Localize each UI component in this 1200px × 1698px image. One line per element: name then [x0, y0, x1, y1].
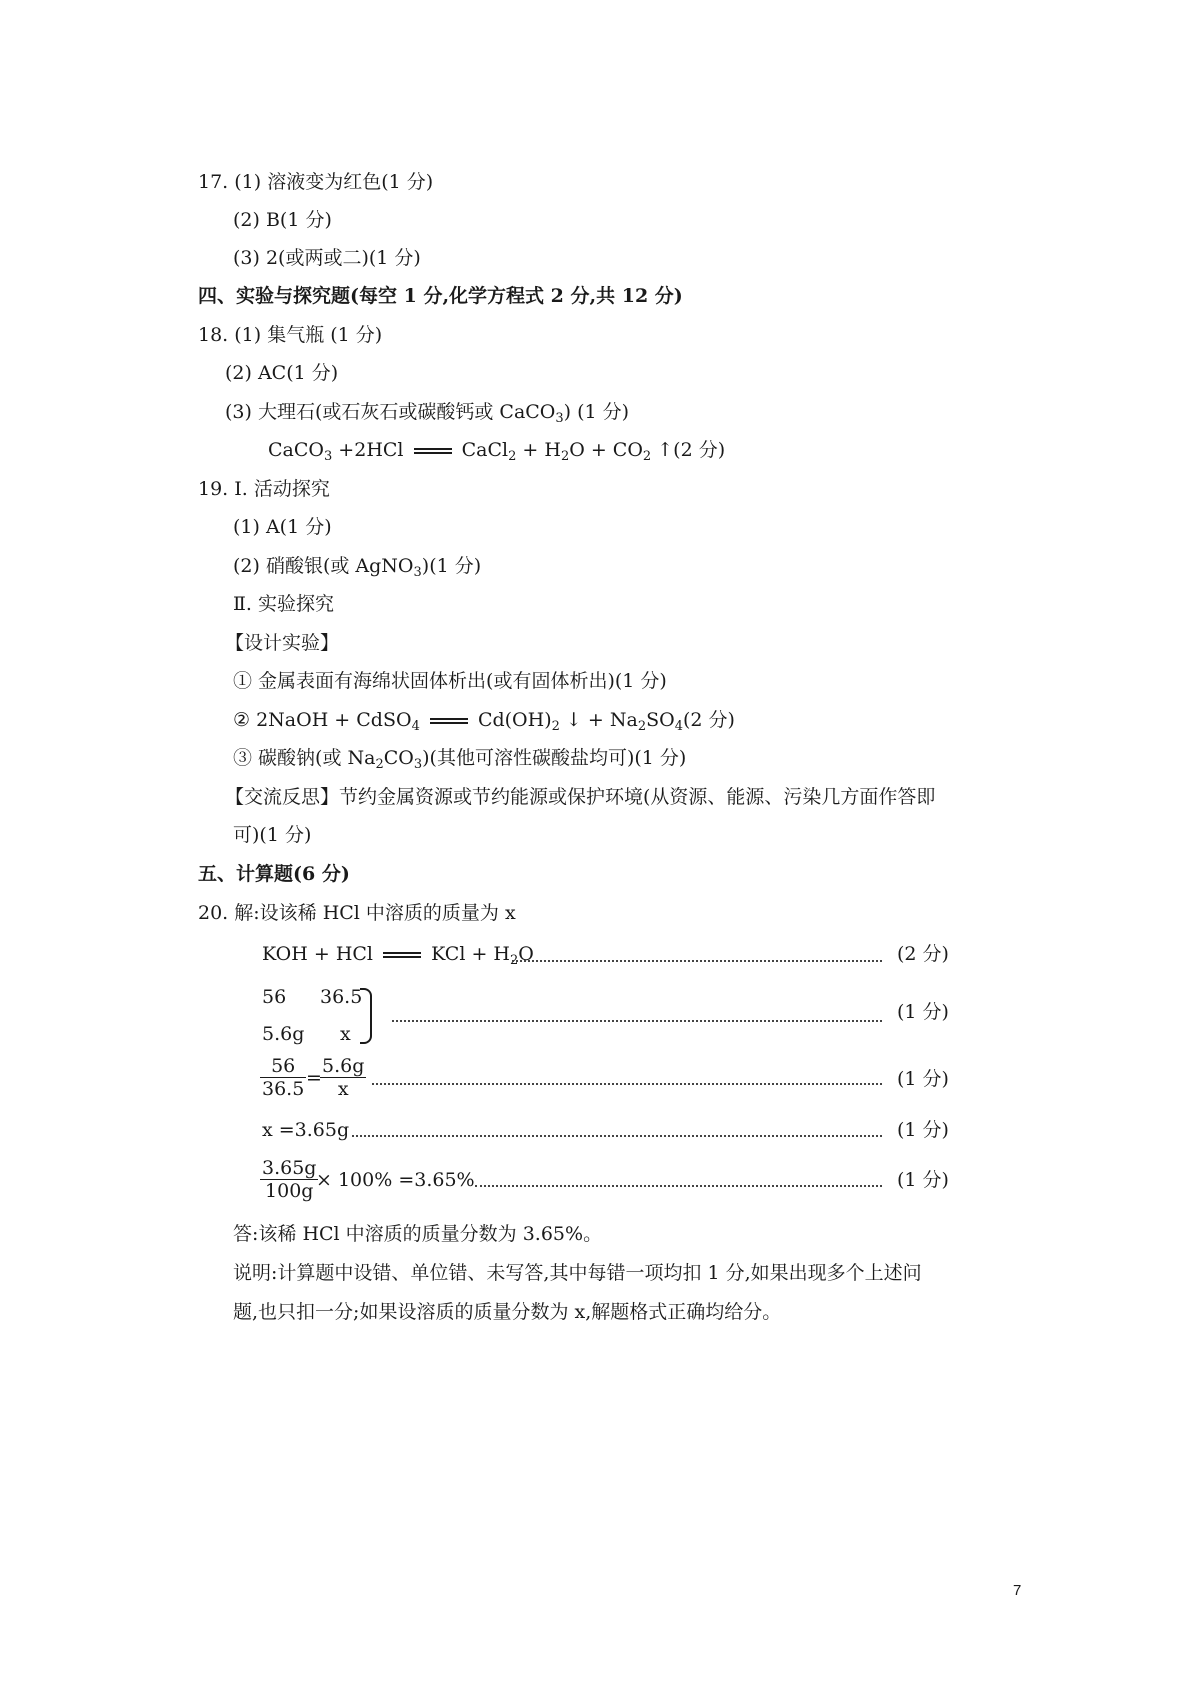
score-annotation: (1 分) — [897, 1169, 949, 1191]
q19-step2: ② 2NaOH + CdSO$_4$ $Cd(OH)_2$ ↓ + $Na_2SO_4(2$ 分) — [233, 709, 735, 734]
leader-dots — [475, 1185, 882, 1187]
ratio-mass-hcl: x — [340, 1023, 351, 1045]
q19-item1: (1) A(1 分) — [233, 516, 332, 538]
ratio-molar-mass-koh: 56 — [262, 986, 287, 1008]
fraction-molar-mass: 56 36.5 — [262, 1055, 305, 1100]
leader-dots — [512, 960, 882, 962]
ratio-mass-koh: 5.6g — [262, 1023, 305, 1045]
q19-step1: ① 金属表面有海绵状固体析出(或有固体析出)(1 分) — [233, 670, 667, 692]
q20-note: 说明:计算题中设错、单位错、未写答,其中每错一项均扣 1 分,如果出现多个上述问 — [233, 1262, 922, 1284]
q19-reflection-cont: 可)(1 分) — [233, 824, 312, 846]
ratio-molar-mass-hcl: 36.5 — [320, 986, 363, 1008]
page-number: 7 — [1013, 1582, 1022, 1599]
leader-dots — [392, 1020, 882, 1022]
fraction-percentage: 3.65g 100g — [262, 1157, 317, 1202]
result-x: x =3.65g — [262, 1119, 350, 1141]
equals-arrow-icon — [430, 718, 468, 724]
score-annotation: (2 分) — [897, 943, 949, 965]
q18-part1: 18. (1) 集气瓶 (1 分) — [198, 324, 383, 346]
right-brace-icon — [360, 988, 372, 1044]
q18-part2: (2) AC(1 分) — [225, 362, 339, 384]
score-annotation: (1 分) — [897, 1119, 949, 1141]
percentage-result: × 100% =3.65% — [316, 1169, 475, 1191]
equals-arrow-icon — [414, 448, 452, 454]
score-annotation: (1 分) — [897, 1068, 949, 1090]
q17-part2: (2) B(1 分) — [233, 209, 332, 231]
q18-equation: CaCO$_3$ +2HCl CaCl$_2$ + $H_2O + CO_2$ ↑(2 分) — [268, 439, 726, 464]
q18-part3: (3) 大理石(或石灰石或碳酸钙或 CaCO$_3$) (1 分) — [225, 401, 630, 426]
q19-part1: 19. Ⅰ. 活动探究 — [198, 478, 330, 500]
equals-arrow-icon — [383, 952, 421, 958]
q19-reflection: 【交流反思】节约金属资源或节约能源或保护环境(从资源、能源、污染几方面作答即 — [225, 786, 936, 808]
leader-dots — [372, 1083, 882, 1085]
q19-design-title: 【设计实验】 — [225, 632, 340, 654]
fraction-mass: 5.6g x — [322, 1055, 365, 1100]
score-annotation: (1 分) — [897, 1001, 949, 1023]
section4-title: 四、实验与探究题(每空 1 分,化学方程式 2 分,共 12 分) — [198, 285, 683, 307]
q19-step3: ③ 碳酸钠(或 $Na_2CO_3$)(其他可溶性碳酸盐均可)(1 分) — [233, 747, 687, 772]
q20-answer: 答:该稀 HCl 中溶质的质量分数为 3.65%。 — [233, 1223, 603, 1245]
q19-part2: Ⅱ. 实验探究 — [233, 593, 334, 615]
q19-item2: (2) 硝酸银(或 AgNO$_3$)(1 分) — [233, 555, 482, 580]
equals-sign: = — [306, 1067, 322, 1089]
q20-intro: 20. 解:设该稀 HCl 中溶质的质量为 x — [198, 902, 516, 924]
q17-part3: (3) 2(或两或二)(1 分) — [233, 247, 421, 269]
q20-equation: KOH + HCl KCl + $H_2O$ — [262, 943, 534, 968]
q20-note-cont: 题,也只扣一分;如果设溶质的质量分数为 x,解题格式正确均给分。 — [233, 1301, 782, 1323]
section5-title: 五、计算题(6 分) — [198, 863, 350, 885]
q17-part1: 17. (1) 溶液变为红色(1 分) — [198, 171, 434, 193]
leader-dots — [352, 1135, 882, 1137]
